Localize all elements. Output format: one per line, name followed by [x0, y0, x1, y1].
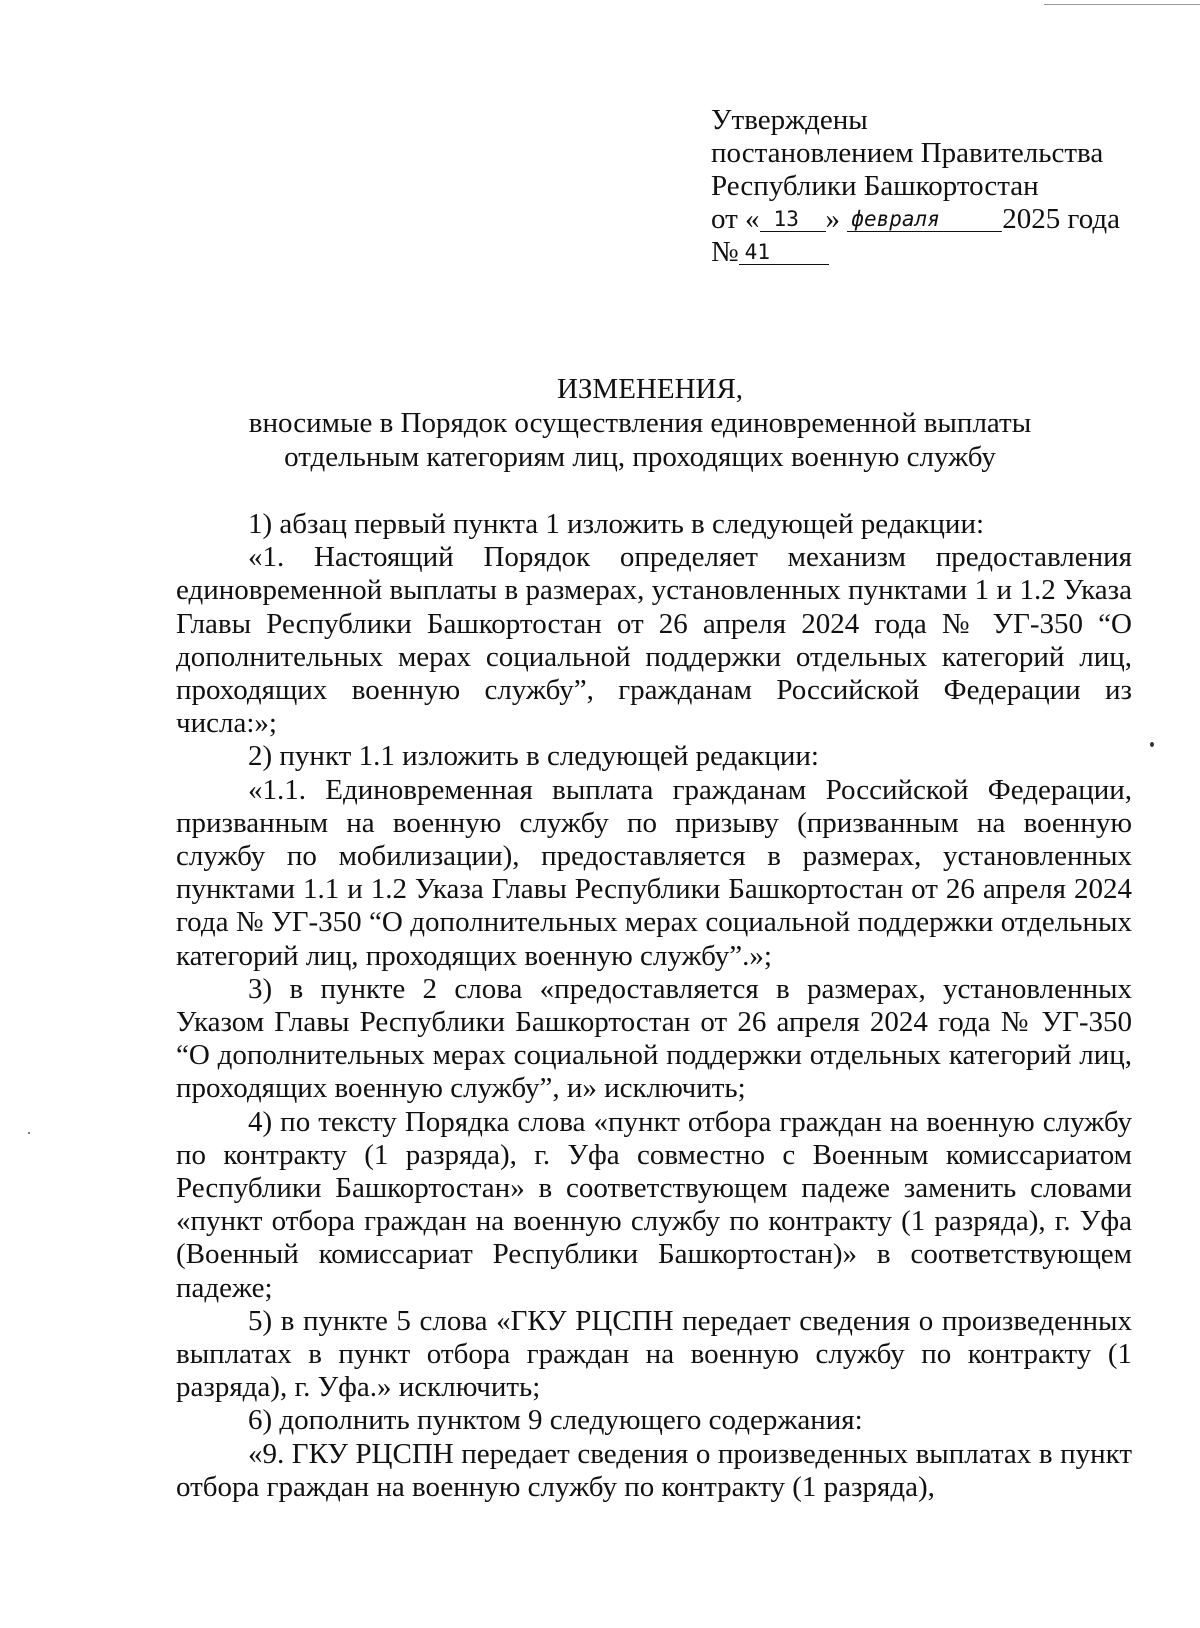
approval-line-3: Республики Башкортостан [711, 170, 1039, 202]
approval-stamp-block [711, 104, 1120, 269]
number-prefix: № [711, 236, 739, 268]
approval-date-line [711, 203, 1120, 236]
paragraph-item-2: 2) пункт 1.1 изложить в следующей редакции: [248, 740, 819, 773]
approval-number-line [711, 236, 1120, 269]
date-month-field: февраля [847, 207, 1002, 232]
date-year: 2025 года [1002, 203, 1121, 235]
scan-speck-small [28, 1132, 30, 1134]
scan-speck [1150, 742, 1154, 747]
paragraph-item-6: 6) дополнить пунктом 9 следующего содержания: [248, 1404, 863, 1437]
paragraph-item-4: 4) по тексту Порядка слова «пункт отбора граждан на военную службу по контракту (1 разряда), г. Уфа совместно с Военным комиссариатом Республики Башкортостан» в соответствующем падеже заменить словами «пункт отбора граждан на военную службу по контракту (1 разряда), г. Уфа (Военный комиссариат Республики Башкортостан)» в соответствующем падеже; [176, 1105, 1132, 1304]
document-body [176, 508, 1132, 1504]
document-subtitle-line-1: вносимые в Порядок осуществления единовременной выплаты [248, 407, 1032, 439]
date-day-field: 13 [760, 207, 826, 232]
paragraph-item-5: 5) в пункте 5 слова «ГКУ РЦСПН передает сведения о произведенных выплатах в пункт отбора граждан на военную службу по контракту (1 разряда), г. Уфа.» исключить; [176, 1304, 1132, 1404]
paragraph-quote-9: «9. ГКУ РЦСПН передает сведения о произведенных выплатах в пункт отбора граждан на военную службу по контракту (1 разряда), [176, 1437, 1132, 1503]
document-subtitle-line-2: отдельным категориям лиц, проходящих военную службу [284, 441, 996, 473]
date-prefix: от « [711, 203, 760, 235]
paragraph-item-3: 3) в пункте 2 слова «предоставляется в размерах, установленных Указом Главы Республики Башкортостан от 26 апреля 2024 года № УГ-350 “О дополнительных мерах социальной поддержки отдельных категорий лиц, проходящих военную службу”, и» исключить; [176, 972, 1132, 1105]
paragraph-quote-1: «1. Настоящий Порядок определяет механизм предоставления единовременной выплаты в размерах, установленных пунктами 1 и 1.2 Указа Главы Республики Башкортостан от 26 апреля 2024 года № УГ-350 “О дополнительных мерах социальной поддержки отдельных категорий лиц, проходящих военную службу”, гражданам Российской Федерации из числа:»; [176, 541, 1132, 740]
document-number-field: 41 [739, 240, 829, 265]
paragraph-quote-1-1: «1.1. Единовременная выплата гражданам Российской Федерации, призванным на военную службу по призыву (призванным на военную службу по мобилизации), предоставляется в размерах, установленных пунктами 1.1 и 1.2 Указа Главы Республики Башкортостан от 26 апреля 2024 года № УГ-350 “О дополнительных мерах социальной поддержки отдельных категорий лиц, проходящих военную службу”.»; [176, 773, 1132, 972]
paragraph-item-1: 1) абзац первый пункта 1 изложить в следующей редакции: [248, 508, 985, 540]
document-heading [0, 372, 1200, 474]
approval-line-2: постановлением Правительства [711, 137, 1104, 169]
approval-line-1: Утверждены [711, 104, 868, 136]
scan-edge-line [1044, 4, 1200, 5]
document-title: ИЗМЕНЕНИЯ, [556, 373, 744, 405]
date-mid: » [825, 203, 841, 235]
